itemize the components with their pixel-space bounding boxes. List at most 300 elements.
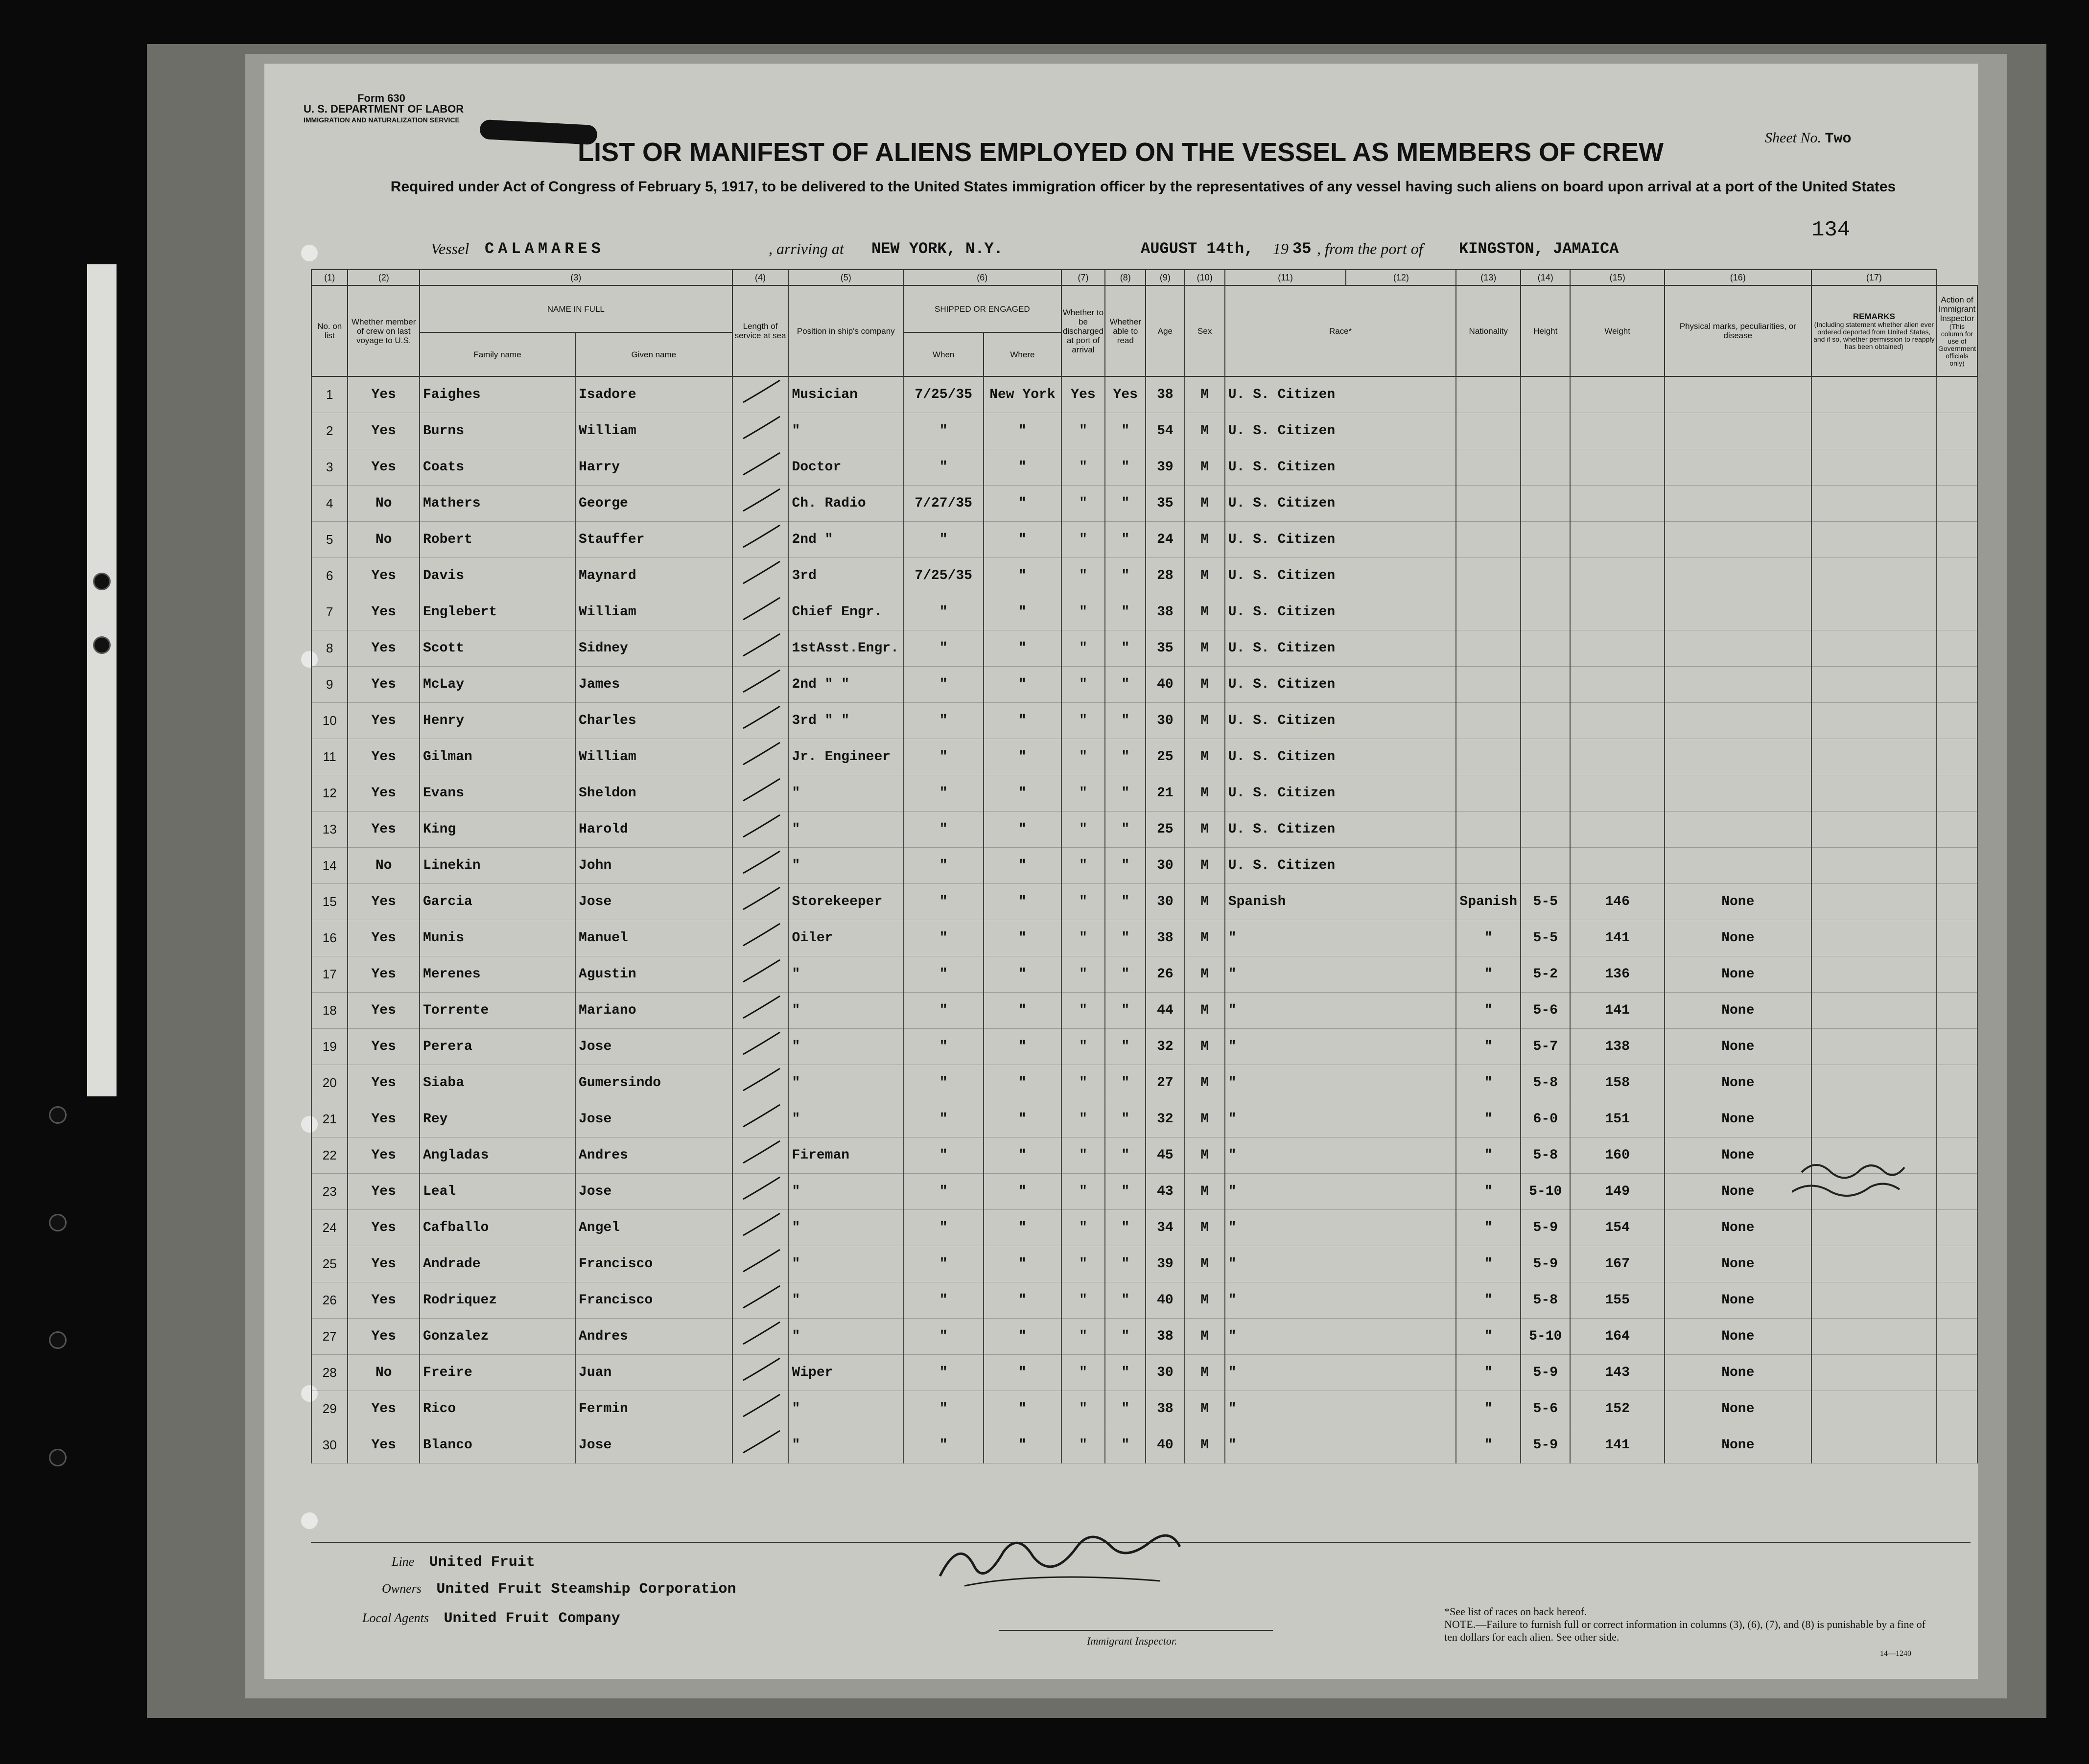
cell-race: U. S. Citizen xyxy=(1225,775,1456,812)
cell-shipped-where: " xyxy=(984,993,1061,1029)
cell-height xyxy=(1521,594,1570,630)
header-sex: Sex xyxy=(1185,285,1225,376)
table-row xyxy=(311,884,1977,920)
cell-shipped-where: " xyxy=(984,1319,1061,1355)
cell-weight: 167 xyxy=(1570,1246,1664,1282)
cell-shipped-where: " xyxy=(984,703,1061,739)
table-row xyxy=(311,667,1977,703)
cell-last-voyage: Yes xyxy=(348,1065,420,1101)
cell-weight: 146 xyxy=(1570,884,1664,920)
column-header-row xyxy=(311,285,1977,332)
header-when: When xyxy=(903,332,984,376)
cell-inspector-action xyxy=(1937,1174,1977,1210)
cell-height: 5-8 xyxy=(1521,1137,1570,1174)
cell-weight xyxy=(1570,594,1664,630)
cell-sex: M xyxy=(1185,1137,1225,1174)
cell-given-name: Stauffer xyxy=(575,522,732,558)
cell-physical-marks: None xyxy=(1665,1355,1811,1391)
cell-row-number: 22 xyxy=(311,1137,348,1174)
sheet-number-value: Two xyxy=(1825,131,1852,147)
punch-hole xyxy=(301,1512,318,1529)
cell-inspector-action xyxy=(1937,848,1977,884)
cell-physical-marks: None xyxy=(1665,1065,1811,1101)
cell-row-number: 18 xyxy=(311,993,348,1029)
cell-family-name: Gonzalez xyxy=(420,1319,575,1355)
cell-position: Ch. Radio xyxy=(788,486,903,522)
cell-remarks xyxy=(1811,956,1937,993)
cell-race: " xyxy=(1225,1246,1456,1282)
cell-last-voyage: Yes xyxy=(348,1029,420,1065)
cell-age: 40 xyxy=(1146,1282,1184,1319)
cell-height xyxy=(1521,667,1570,703)
cell-remarks xyxy=(1811,1282,1937,1319)
cell-given-name: Gumersindo xyxy=(575,1065,732,1101)
cell-last-voyage: Yes xyxy=(348,956,420,993)
cell-weight: 154 xyxy=(1570,1210,1664,1246)
header-given-name: Given name xyxy=(575,332,732,376)
cell-discharged: " xyxy=(1061,920,1105,956)
cell-age: 30 xyxy=(1146,1355,1184,1391)
table-row xyxy=(311,449,1977,486)
cell-discharged: " xyxy=(1061,1029,1105,1065)
cell-able-to-read: " xyxy=(1105,522,1146,558)
cell-sex: M xyxy=(1185,812,1225,848)
col-num: (6) xyxy=(903,270,1061,285)
cell-service-length xyxy=(732,376,789,413)
cell-row-number: 5 xyxy=(311,522,348,558)
cell-discharged: " xyxy=(1061,1210,1105,1246)
cell-given-name: Angel xyxy=(575,1210,732,1246)
table-row xyxy=(311,848,1977,884)
cell-given-name: Jose xyxy=(575,1174,732,1210)
col-num: (12) xyxy=(1346,270,1456,285)
cell-shipped-where: " xyxy=(984,1101,1061,1137)
cell-position: Doctor xyxy=(788,449,903,486)
cell-shipped-when: " xyxy=(903,449,984,486)
cell-last-voyage: Yes xyxy=(348,1391,420,1427)
cell-position: " xyxy=(788,1427,903,1463)
cell-sex: M xyxy=(1185,449,1225,486)
cell-family-name: Scott xyxy=(420,630,575,667)
cell-inspector-action xyxy=(1937,1029,1977,1065)
header-discharged: Whether to be discharged at port of arrival xyxy=(1061,285,1105,376)
cell-shipped-when: " xyxy=(903,522,984,558)
cell-shipped-where: " xyxy=(984,667,1061,703)
cell-last-voyage: Yes xyxy=(348,667,420,703)
cell-able-to-read: " xyxy=(1105,667,1146,703)
cell-height xyxy=(1521,522,1570,558)
cell-last-voyage: Yes xyxy=(348,920,420,956)
cell-position: 3rd " " xyxy=(788,703,903,739)
cell-row-number: 17 xyxy=(311,956,348,993)
cell-inspector-action xyxy=(1937,522,1977,558)
cell-remarks xyxy=(1811,1101,1937,1137)
cell-sex: M xyxy=(1185,667,1225,703)
cell-remarks xyxy=(1811,812,1937,848)
cell-position: " xyxy=(788,1029,903,1065)
cell-inspector-action xyxy=(1937,1137,1977,1174)
header-able-to-read: Whether able to read xyxy=(1105,285,1146,376)
cell-sex: M xyxy=(1185,1174,1225,1210)
cell-family-name: Henry xyxy=(420,703,575,739)
cell-nationality: " xyxy=(1456,1065,1521,1101)
cell-physical-marks: None xyxy=(1665,993,1811,1029)
cell-sex: M xyxy=(1185,1319,1225,1355)
cell-position: 2nd " " xyxy=(788,667,903,703)
cell-shipped-when: " xyxy=(903,1246,984,1282)
cell-remarks xyxy=(1811,486,1937,522)
cell-physical-marks xyxy=(1665,558,1811,594)
cell-family-name: Merenes xyxy=(420,956,575,993)
cell-family-name: Davis xyxy=(420,558,575,594)
cell-last-voyage: Yes xyxy=(348,1101,420,1137)
cell-physical-marks: None xyxy=(1665,1101,1811,1137)
cell-age: 45 xyxy=(1146,1137,1184,1174)
races-note: *See list of races on back hereof. xyxy=(1444,1605,1587,1618)
cell-age: 39 xyxy=(1146,1246,1184,1282)
line-label: Line xyxy=(392,1555,415,1569)
cell-row-number: 6 xyxy=(311,558,348,594)
cell-able-to-read: " xyxy=(1105,594,1146,630)
cell-weight xyxy=(1570,486,1664,522)
cell-last-voyage: No xyxy=(348,848,420,884)
table-row xyxy=(311,1137,1977,1174)
cell-nationality xyxy=(1456,848,1521,884)
cell-family-name: Torrente xyxy=(420,993,575,1029)
cell-age: 38 xyxy=(1146,376,1184,413)
cell-given-name: Isadore xyxy=(575,376,732,413)
cell-service-length xyxy=(732,667,789,703)
cell-nationality xyxy=(1456,376,1521,413)
agents-label: Local Agents xyxy=(362,1611,429,1625)
cell-sex: M xyxy=(1185,1210,1225,1246)
cell-shipped-when: " xyxy=(903,1101,984,1137)
cell-family-name: Rico xyxy=(420,1391,575,1427)
cell-age: 38 xyxy=(1146,920,1184,956)
cell-row-number: 21 xyxy=(311,1101,348,1137)
cell-physical-marks xyxy=(1665,522,1811,558)
cell-service-length xyxy=(732,558,789,594)
cell-given-name: Andres xyxy=(575,1319,732,1355)
cell-last-voyage: No xyxy=(348,1355,420,1391)
cell-weight xyxy=(1570,848,1664,884)
cell-row-number: 30 xyxy=(311,1427,348,1463)
cell-height: 5-8 xyxy=(1521,1282,1570,1319)
cell-discharged: " xyxy=(1061,1282,1105,1319)
col-num: (17) xyxy=(1811,270,1937,285)
cell-weight: 141 xyxy=(1570,1427,1664,1463)
column-number-row xyxy=(311,270,1977,285)
owners-label: Owners xyxy=(382,1581,422,1596)
table-row xyxy=(311,1101,1977,1137)
check-mark xyxy=(736,1320,785,1349)
cell-family-name: Gilman xyxy=(420,739,575,775)
cell-physical-marks: None xyxy=(1665,1210,1811,1246)
cell-position: 2nd " xyxy=(788,522,903,558)
cell-position: " xyxy=(788,1065,903,1101)
inspector-action-title: Action of Immigrant Inspector xyxy=(1938,295,1976,323)
cell-discharged: " xyxy=(1061,413,1105,449)
cell-discharged: " xyxy=(1061,956,1105,993)
cell-family-name: Rey xyxy=(420,1101,575,1137)
cell-able-to-read: " xyxy=(1105,1101,1146,1137)
cell-position: Wiper xyxy=(788,1355,903,1391)
cell-weight: 136 xyxy=(1570,956,1664,993)
col-num: (3) xyxy=(420,270,732,285)
cell-given-name: Mariano xyxy=(575,993,732,1029)
cell-shipped-when: " xyxy=(903,1137,984,1174)
cell-race: " xyxy=(1225,1174,1456,1210)
cell-family-name: Faighes xyxy=(420,376,575,413)
cell-family-name: Cafballo xyxy=(420,1210,575,1246)
cell-shipped-where: " xyxy=(984,1065,1061,1101)
cell-race: " xyxy=(1225,1029,1456,1065)
form-code: 14—1240 xyxy=(1880,1649,1911,1658)
cell-remarks xyxy=(1811,993,1937,1029)
cell-able-to-read: " xyxy=(1105,558,1146,594)
cell-family-name: Angladas xyxy=(420,1137,575,1174)
cell-weight xyxy=(1570,739,1664,775)
cell-position: " xyxy=(788,413,903,449)
cell-height: 5-9 xyxy=(1521,1355,1570,1391)
cell-last-voyage: Yes xyxy=(348,558,420,594)
cell-given-name: Andres xyxy=(575,1137,732,1174)
cell-family-name: Mathers xyxy=(420,486,575,522)
cell-position: " xyxy=(788,1210,903,1246)
table-row xyxy=(311,376,1977,413)
cell-shipped-where: " xyxy=(984,1282,1061,1319)
vessel-name: CALAMARES xyxy=(485,240,605,258)
col-num: (9) xyxy=(1146,270,1184,285)
cell-last-voyage: Yes xyxy=(348,812,420,848)
check-mark xyxy=(736,668,785,697)
cell-sex: M xyxy=(1185,413,1225,449)
cell-service-length xyxy=(732,993,789,1029)
cell-weight: 141 xyxy=(1570,920,1664,956)
cell-shipped-when: " xyxy=(903,812,984,848)
cell-remarks xyxy=(1811,884,1937,920)
cell-shipped-where: " xyxy=(984,920,1061,956)
footer-owners xyxy=(338,1581,736,1598)
cell-last-voyage: Yes xyxy=(348,594,420,630)
cell-inspector-action xyxy=(1937,956,1977,993)
binding-hole xyxy=(49,1331,67,1349)
cell-able-to-read: " xyxy=(1105,775,1146,812)
cell-height: 5-7 xyxy=(1521,1029,1570,1065)
inspector-signature xyxy=(935,1527,1190,1596)
cell-sex: M xyxy=(1185,1065,1225,1101)
table-row xyxy=(311,630,1977,667)
header-position: Position in ship's company xyxy=(788,285,903,376)
binding-hole xyxy=(49,1449,67,1466)
from-port-label: , from the port of xyxy=(1317,240,1423,257)
cell-service-length xyxy=(732,1427,789,1463)
cell-discharged: " xyxy=(1061,848,1105,884)
col-num: (16) xyxy=(1665,270,1811,285)
cell-position: " xyxy=(788,848,903,884)
cell-nationality: " xyxy=(1456,920,1521,956)
cell-position: " xyxy=(788,1319,903,1355)
cell-row-number: 16 xyxy=(311,920,348,956)
cell-row-number: 11 xyxy=(311,739,348,775)
cell-weight xyxy=(1570,522,1664,558)
cell-able-to-read: " xyxy=(1105,1137,1146,1174)
cell-row-number: 29 xyxy=(311,1391,348,1427)
cell-inspector-action xyxy=(1937,775,1977,812)
cell-age: 40 xyxy=(1146,1427,1184,1463)
cell-sex: M xyxy=(1185,522,1225,558)
cell-shipped-when: " xyxy=(903,1391,984,1427)
cell-physical-marks: None xyxy=(1665,1319,1811,1355)
cell-able-to-read: " xyxy=(1105,449,1146,486)
table-row xyxy=(311,703,1977,739)
cell-able-to-read: Yes xyxy=(1105,376,1146,413)
cell-inspector-action xyxy=(1937,1355,1977,1391)
cell-sex: M xyxy=(1185,1391,1225,1427)
check-mark xyxy=(736,1428,785,1458)
cell-race: " xyxy=(1225,993,1456,1029)
cell-remarks xyxy=(1811,1391,1937,1427)
cell-sex: M xyxy=(1185,1101,1225,1137)
cell-service-length xyxy=(732,884,789,920)
cell-shipped-when: " xyxy=(903,775,984,812)
cell-sex: M xyxy=(1185,993,1225,1029)
cell-remarks xyxy=(1811,1355,1937,1391)
cell-nationality xyxy=(1456,449,1521,486)
cell-shipped-where: " xyxy=(984,812,1061,848)
cell-last-voyage: Yes xyxy=(348,1319,420,1355)
cell-position: Chief Engr. xyxy=(788,594,903,630)
cell-race: " xyxy=(1225,1210,1456,1246)
cell-inspector-action xyxy=(1937,413,1977,449)
cell-inspector-action xyxy=(1937,1427,1977,1463)
cell-position: Musician xyxy=(788,376,903,413)
cell-row-number: 1 xyxy=(311,376,348,413)
cell-discharged: " xyxy=(1061,703,1105,739)
cell-physical-marks: None xyxy=(1665,1427,1811,1463)
cell-weight: 158 xyxy=(1570,1065,1664,1101)
remarks-title: REMARKS xyxy=(1853,311,1895,321)
cell-inspector-action xyxy=(1937,486,1977,522)
cell-last-voyage: Yes xyxy=(348,703,420,739)
check-mark xyxy=(736,776,785,806)
cell-family-name: Garcia xyxy=(420,884,575,920)
cell-nationality xyxy=(1456,630,1521,667)
cell-physical-marks: None xyxy=(1665,1391,1811,1427)
check-mark xyxy=(736,523,785,552)
header-physical-marks: Physical marks, peculiarities, or disease xyxy=(1665,285,1811,376)
cell-service-length xyxy=(732,1355,789,1391)
cell-shipped-where: " xyxy=(984,1210,1061,1246)
cell-remarks xyxy=(1811,1427,1937,1463)
check-mark xyxy=(736,1175,785,1204)
cell-inspector-action xyxy=(1937,1065,1977,1101)
header-race: Race* xyxy=(1225,285,1456,376)
cell-age: 44 xyxy=(1146,993,1184,1029)
cell-discharged: " xyxy=(1061,993,1105,1029)
cell-able-to-read: " xyxy=(1105,1029,1146,1065)
vessel-label: Vessel xyxy=(431,240,469,257)
cell-shipped-where: " xyxy=(984,558,1061,594)
cell-discharged: " xyxy=(1061,1065,1105,1101)
cell-discharged: " xyxy=(1061,630,1105,667)
cell-height xyxy=(1521,739,1570,775)
cell-position: " xyxy=(788,775,903,812)
cell-height xyxy=(1521,558,1570,594)
table-row xyxy=(311,1029,1977,1065)
col-num: (7) xyxy=(1061,270,1105,285)
cell-height: 5-10 xyxy=(1521,1174,1570,1210)
cell-height: 6-0 xyxy=(1521,1101,1570,1137)
cell-service-length xyxy=(732,522,789,558)
cell-last-voyage: Yes xyxy=(348,449,420,486)
check-mark xyxy=(736,921,785,951)
header-age: Age xyxy=(1146,285,1184,376)
cell-sex: M xyxy=(1185,594,1225,630)
cell-able-to-read: " xyxy=(1105,1282,1146,1319)
cell-last-voyage: Yes xyxy=(348,1137,420,1174)
cell-shipped-where: " xyxy=(984,413,1061,449)
cell-last-voyage: Yes xyxy=(348,1282,420,1319)
cell-nationality xyxy=(1456,558,1521,594)
cell-row-number: 2 xyxy=(311,413,348,449)
cell-shipped-when: " xyxy=(903,1210,984,1246)
cell-nationality: " xyxy=(1456,1391,1521,1427)
cell-given-name: Jose xyxy=(575,1101,732,1137)
cell-race: " xyxy=(1225,1137,1456,1174)
cell-able-to-read: " xyxy=(1105,1210,1146,1246)
cell-row-number: 27 xyxy=(311,1319,348,1355)
col-num: (11) xyxy=(1225,270,1346,285)
cell-physical-marks: None xyxy=(1665,1137,1811,1174)
cell-inspector-action xyxy=(1937,993,1977,1029)
cell-race: U. S. Citizen xyxy=(1225,522,1456,558)
cell-sex: M xyxy=(1185,1246,1225,1282)
cell-race: U. S. Citizen xyxy=(1225,376,1456,413)
cell-physical-marks: None xyxy=(1665,1029,1811,1065)
cell-nationality xyxy=(1456,703,1521,739)
cell-given-name: Jose xyxy=(575,1029,732,1065)
cell-row-number: 9 xyxy=(311,667,348,703)
cell-family-name: Coats xyxy=(420,449,575,486)
cell-shipped-when: " xyxy=(903,956,984,993)
cell-last-voyage: Yes xyxy=(348,1174,420,1210)
header-shipped-engaged: SHIPPED OR ENGAGED xyxy=(903,285,1061,332)
cell-shipped-where: " xyxy=(984,486,1061,522)
cell-height: 5-6 xyxy=(1521,1391,1570,1427)
cell-position: " xyxy=(788,812,903,848)
cell-row-number: 23 xyxy=(311,1174,348,1210)
cell-sex: M xyxy=(1185,703,1225,739)
cell-discharged: " xyxy=(1061,1319,1105,1355)
cell-height: 5-5 xyxy=(1521,920,1570,956)
cell-last-voyage: Yes xyxy=(348,739,420,775)
cell-shipped-where: " xyxy=(984,956,1061,993)
cell-age: 25 xyxy=(1146,812,1184,848)
cell-nationality: " xyxy=(1456,1246,1521,1282)
cell-service-length xyxy=(732,1101,789,1137)
cell-nationality: " xyxy=(1456,1355,1521,1391)
cell-shipped-when: " xyxy=(903,1174,984,1210)
cell-able-to-read: " xyxy=(1105,956,1146,993)
cell-physical-marks: None xyxy=(1665,920,1811,956)
cell-race: U. S. Citizen xyxy=(1225,449,1456,486)
cell-shipped-where: " xyxy=(984,1029,1061,1065)
cell-row-number: 7 xyxy=(311,594,348,630)
cell-given-name: Jose xyxy=(575,884,732,920)
cell-weight xyxy=(1570,667,1664,703)
cell-position: " xyxy=(788,1174,903,1210)
